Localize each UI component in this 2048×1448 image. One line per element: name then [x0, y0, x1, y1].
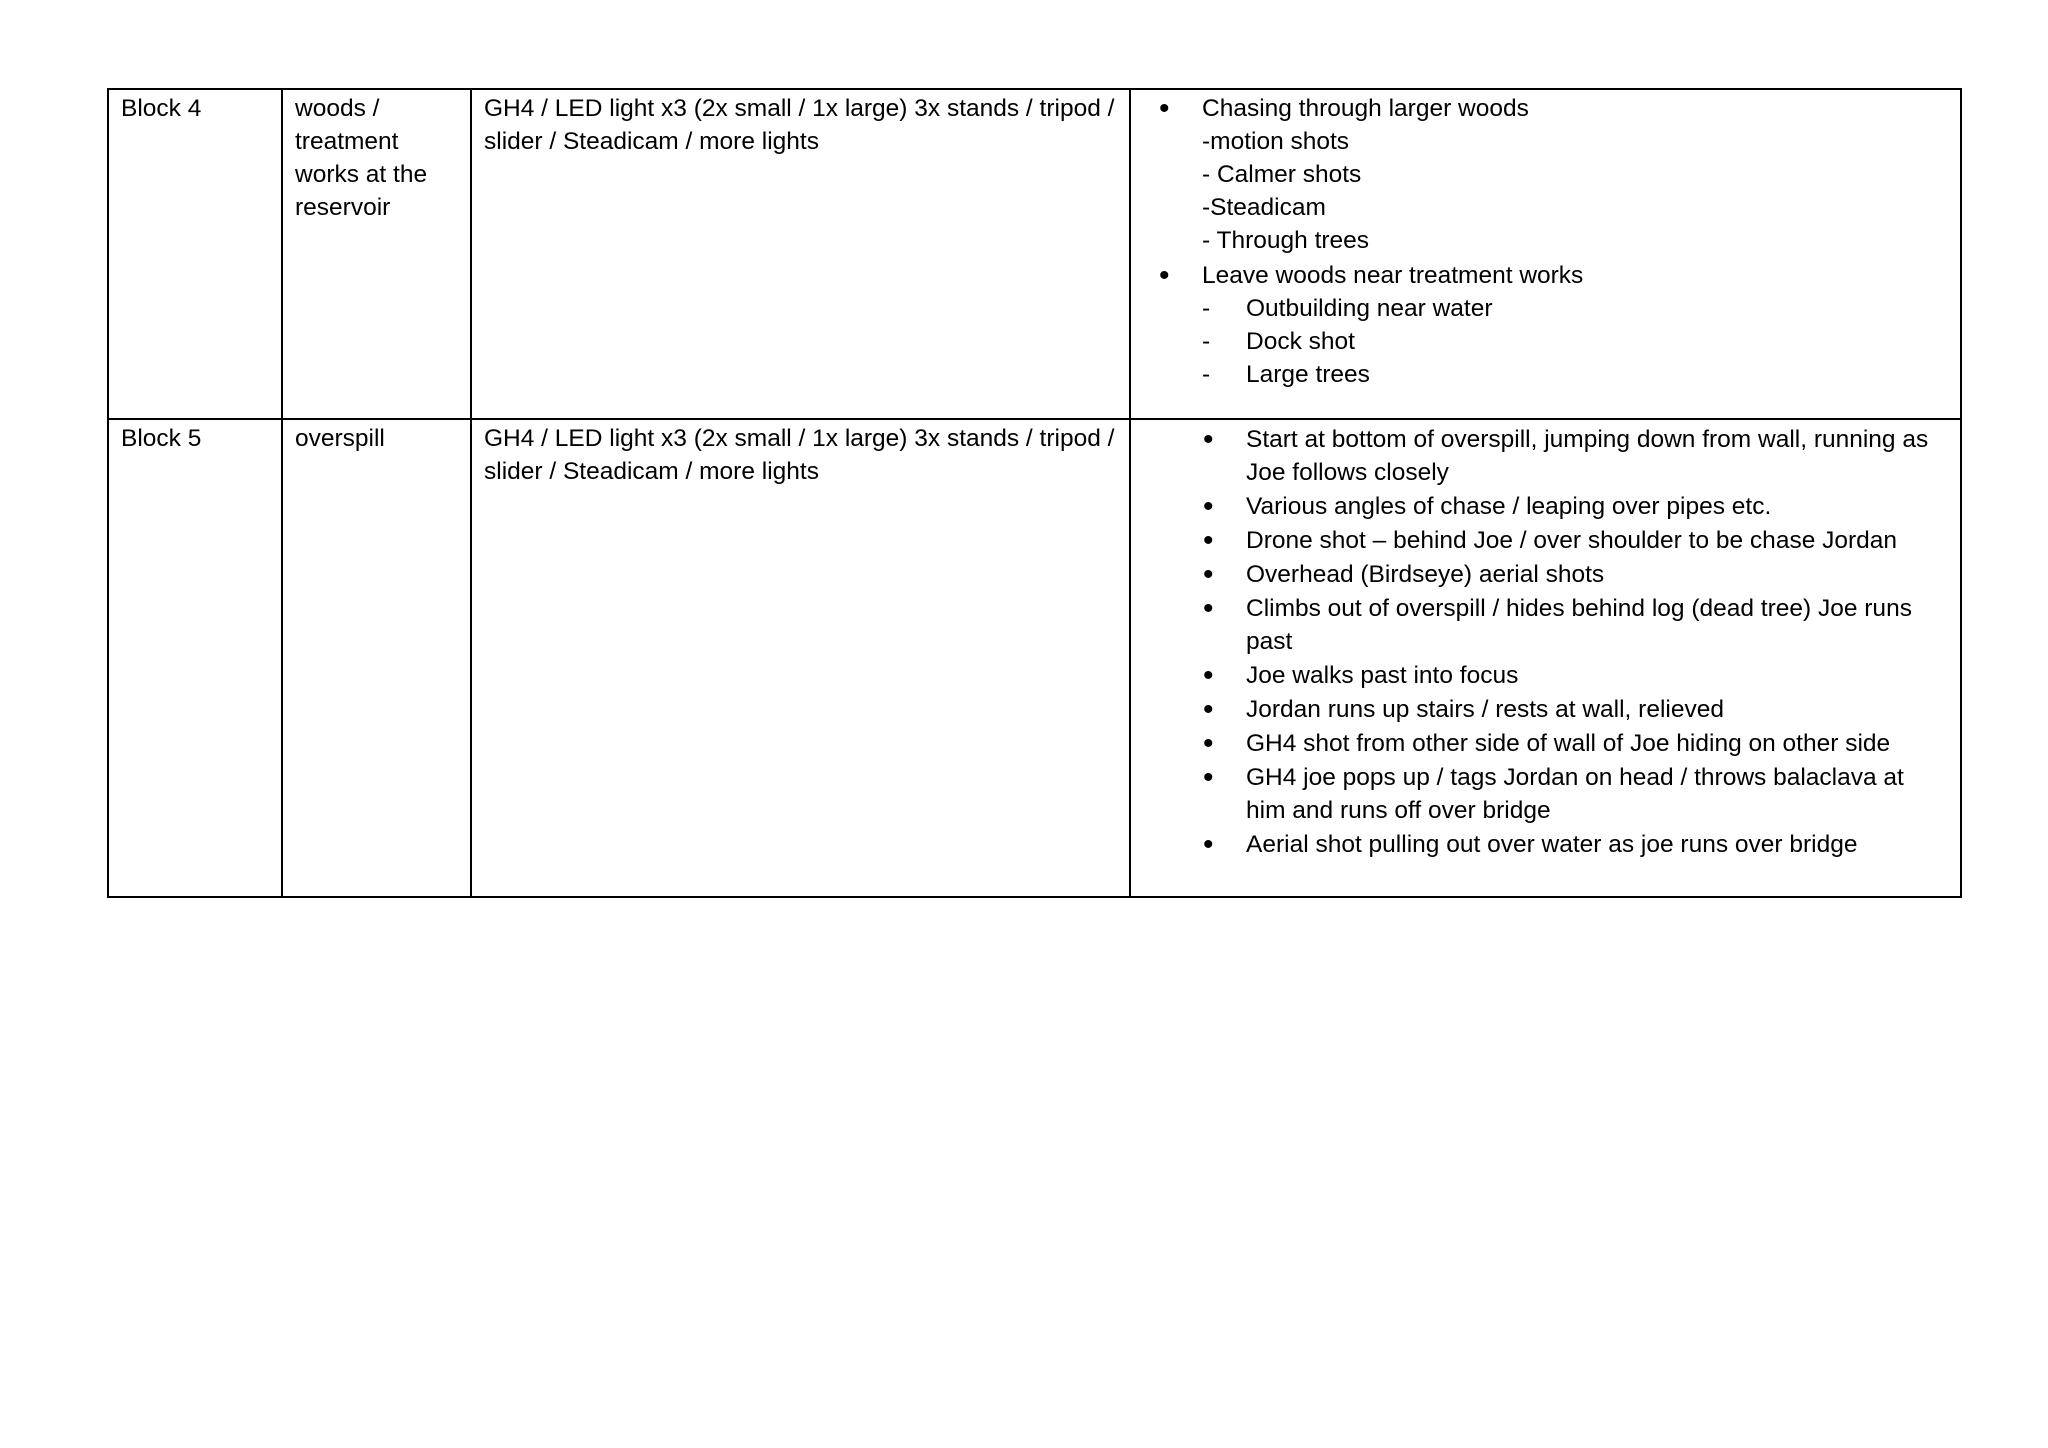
list-item: • Climbs out of overspill / hides behind log (dead tree) Joe runs past	[1143, 592, 1948, 658]
list-item: • GH4 joe pops up / tags Jordan on head / throws balaclava at him and runs off over bridge	[1143, 761, 1948, 827]
list-item: • Joe walks past into focus	[1143, 659, 1948, 692]
list-item: • Leave woods near treatment works	[1143, 259, 1948, 292]
equipment-cell: GH4 / LED light x3 (2x small / 1x large) 3x stands / tripod / slider / Steadicam / more lights	[471, 419, 1130, 897]
list-item: • Aerial shot pulling out over water as joe runs over bridge	[1143, 828, 1948, 861]
list-item: • GH4 shot from other side of wall of Joe hiding on other side	[1143, 727, 1948, 760]
list-subitem: - Dock shot	[1143, 325, 1948, 358]
table-row-block-5	[108, 419, 1961, 897]
list-item: • Overhead (Birdseye) aerial shots	[1143, 558, 1948, 591]
block-cell: Block 4	[108, 89, 282, 419]
list-subline: - Through trees	[1202, 227, 1370, 254]
list-item: • Various angles of chase / leaping over pipes etc.	[1143, 490, 1948, 523]
list-subline: - Calmer shots	[1202, 161, 1362, 188]
equipment-cell: GH4 / LED light x3 (2x small / 1x large) 3x stands / tripod / slider / Steadicam / more lights	[471, 89, 1130, 419]
list-subitem: - Large trees	[1143, 358, 1948, 391]
list-subitem: - Outbuilding near water	[1143, 292, 1948, 325]
list-item: • Start at bottom of overspill, jumping down from wall, running as Joe follows closely	[1143, 423, 1948, 489]
shot-plan-table	[107, 88, 1962, 898]
notes-cell	[1130, 419, 1961, 897]
table-row-block-4	[108, 89, 1961, 419]
location-cell: overspill	[282, 419, 471, 897]
list-item: • Drone shot – behind Joe / over shoulder to be chase Jordan	[1143, 524, 1948, 557]
location-cell: woods / treatment works at the reservoir	[282, 89, 471, 419]
list-item: • Chasing through larger woods	[1143, 92, 1948, 125]
list-subline: -motion shots	[1202, 128, 1350, 155]
block-cell: Block 5	[108, 419, 282, 897]
notes-cell	[1130, 89, 1961, 419]
list-subline: -Steadicam	[1202, 194, 1326, 221]
list-item: • Jordan runs up stairs / rests at wall, relieved	[1143, 693, 1948, 726]
